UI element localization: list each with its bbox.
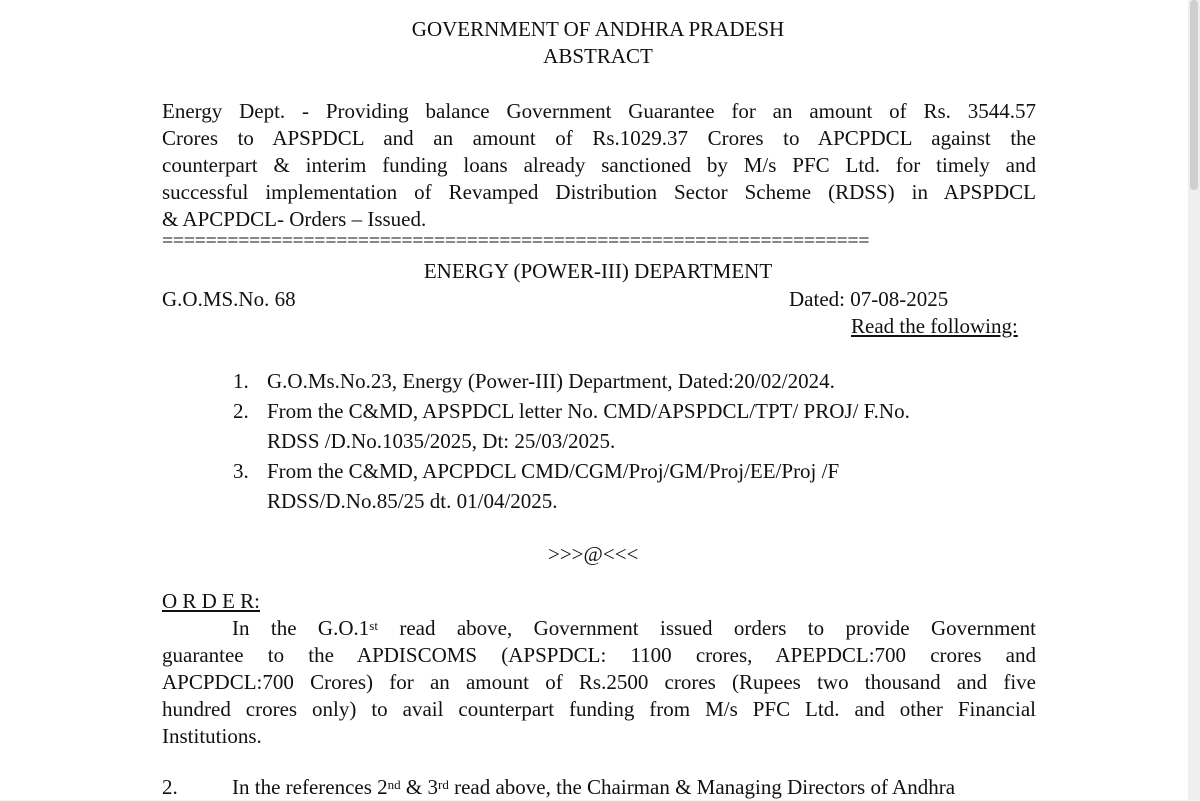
order-heading: O R D E R: bbox=[162, 589, 261, 613]
reference-text: From the C&MD, APCPDCL CMD/CGM/Proj/GM/Proj/EE/Proj /F bbox=[267, 459, 840, 483]
para1-lead: In the G.O.1st read above, Government issued orders to provide Government bbox=[232, 616, 1036, 640]
abstract-line: Energy Dept. - Providing balance Government Guarantee for an amount of Rs. 3544.57 bbox=[162, 99, 1036, 123]
paragraph-2-number: 2. bbox=[162, 775, 178, 799]
paragraph-2-text: In the references 2nd & 3rd read above, the Chairman & Managing Directors of Andhra bbox=[232, 775, 956, 799]
header-abstract: ABSTRACT bbox=[543, 44, 653, 68]
separator-line: ================================================================= bbox=[162, 230, 870, 252]
read-following: Read the following: bbox=[851, 314, 1018, 338]
divider-mark: >>>@<<< bbox=[548, 542, 639, 566]
scrollbar-thumb[interactable] bbox=[1190, 0, 1198, 190]
paragraph-line: hundred crores only) to avail counterpart funding from M/s PFC Ltd. and other Financial bbox=[162, 697, 1036, 721]
abstract-line: successful implementation of Revamped Distribution Sector Scheme (RDSS) in APSPDCL bbox=[162, 180, 1036, 204]
abstract-line: & APCPDCL- Orders – Issued. bbox=[162, 207, 427, 231]
paragraph-line: APCPDCL:700 Crores) for an amount of Rs.2500 crores (Rupees two thousand and five bbox=[162, 670, 1036, 694]
reference-text: From the C&MD, APSPDCL letter No. CMD/APSPDCL/TPT/ PROJ/ F.No. bbox=[267, 399, 910, 423]
paragraph-line: guarantee to the APDISCOMS (APSPDCL: 1100 crores, APEPDCL:700 crores and bbox=[162, 643, 1036, 667]
reference-number: 3. bbox=[233, 459, 249, 483]
department-title: ENERGY (POWER-III) DEPARTMENT bbox=[423, 259, 773, 283]
go-number: G.O.MS.No. 68 bbox=[162, 287, 296, 311]
abstract-line: counterpart & interim funding loans already sanctioned by M/s PFC Ltd. for timely and bbox=[162, 153, 1036, 177]
abstract-paragraph bbox=[162, 98, 1036, 233]
reference-number: 2. bbox=[233, 399, 249, 423]
reference-text: G.O.Ms.No.23, Energy (Power-III) Department, Dated:20/02/2024. bbox=[267, 369, 835, 393]
abstract-line: Crores to APSPDCL and an amount of Rs.1029.37 Crores to APCPDCL against the bbox=[162, 126, 1036, 150]
reference-number: 1. bbox=[233, 369, 249, 393]
go-date: Dated: 07-08-2025 bbox=[789, 287, 949, 311]
order-paragraph-1 bbox=[162, 615, 1036, 750]
reference-text-cont: RDSS/D.No.85/25 dt. 01/04/2025. bbox=[267, 489, 558, 513]
header-government: GOVERNMENT OF ANDHRA PRADESH bbox=[411, 17, 785, 41]
reference-text-cont: RDSS /D.No.1035/2025, Dt: 25/03/2025. bbox=[267, 429, 616, 453]
paragraph-line: Institutions. bbox=[162, 724, 262, 748]
paragraph-line bbox=[162, 615, 1036, 642]
